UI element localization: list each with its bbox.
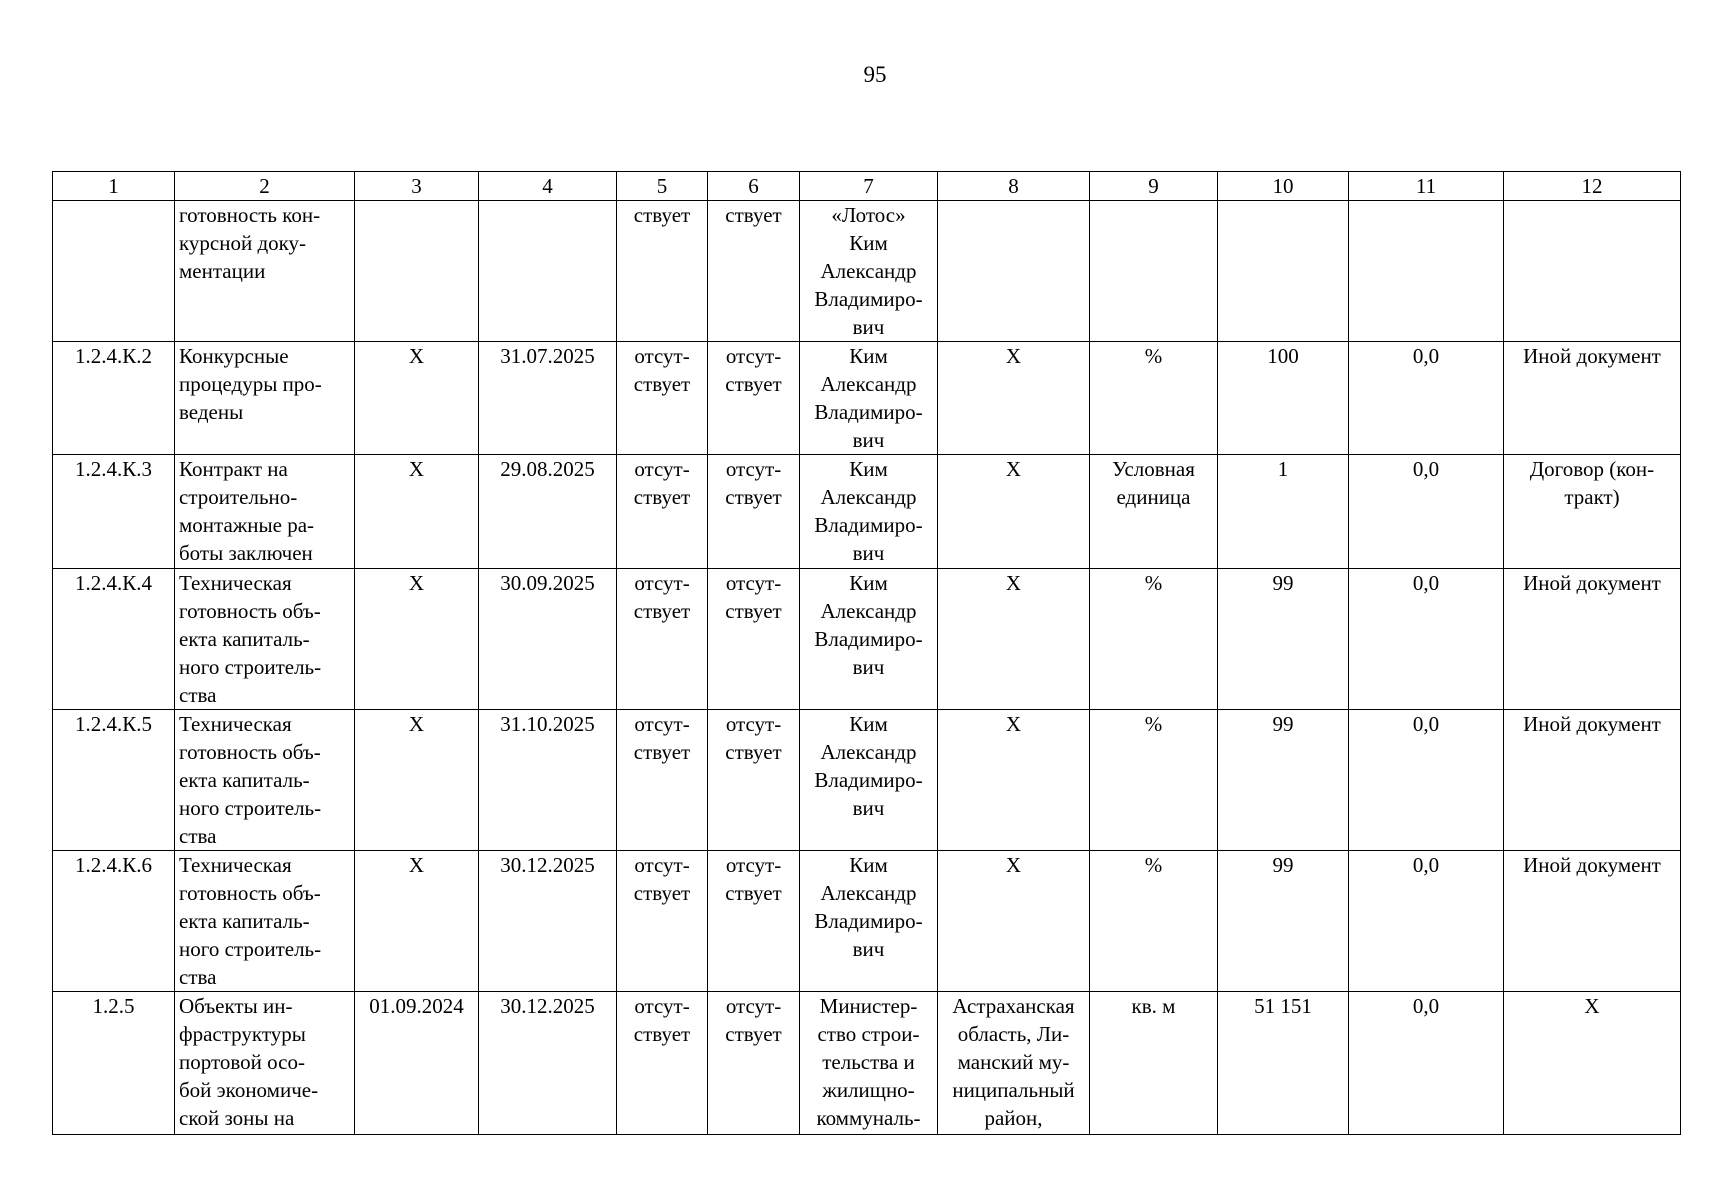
cell-col11: 0,0 [1349,455,1504,569]
plan-table [52,171,1681,1135]
cell-number [53,201,175,342]
cell-col5: отсут- ствует [617,710,708,851]
cell-end-date: 29.08.2025 [479,455,617,569]
cell-number: 1.2.4.К.3 [53,455,175,569]
cell-unit: Условная единица [1090,455,1218,569]
cell-col6: отсут- ствует [708,710,800,851]
column-number: 8 [938,172,1090,201]
cell-document [1504,201,1681,342]
cell-end-date: 31.10.2025 [479,710,617,851]
cell-col6: отсут- ствует [708,455,800,569]
cell-col11 [1349,201,1504,342]
cell-value: 99 [1218,569,1349,710]
cell-number: 1.2.4.К.2 [53,342,175,455]
cell-start-date: X [355,569,479,710]
cell-name: Техническая готовность объ- екта капиталь- ного строитель- ства [175,569,355,710]
cell-responsible: Министер- ство строи- тельства и жилищно- коммуналь- [800,992,938,1135]
cell-responsible: Ким Александр Владимиро- вич [800,851,938,992]
cell-responsible: Ким Александр Владимиро- вич [800,569,938,710]
cell-location: X [938,851,1090,992]
cell-col5: отсут- ствует [617,851,708,992]
cell-col6: отсут- ствует [708,342,800,455]
table-row [53,201,1681,342]
cell-start-date: X [355,455,479,569]
cell-col5: ствует [617,201,708,342]
column-number: 12 [1504,172,1681,201]
table-row [53,851,1681,992]
cell-col6: отсут- ствует [708,851,800,992]
cell-unit: кв. м [1090,992,1218,1135]
table-row [53,455,1681,569]
cell-unit: % [1090,569,1218,710]
cell-col11: 0,0 [1349,569,1504,710]
page-number: 95 [863,62,887,87]
cell-location [938,201,1090,342]
cell-name: Конкурсные процедуры про- ведены [175,342,355,455]
cell-value: 1 [1218,455,1349,569]
cell-end-date [479,201,617,342]
cell-responsible: Ким Александр Владимиро- вич [800,342,938,455]
column-number: 10 [1218,172,1349,201]
cell-name: Техническая готовность объ- екта капиталь- ного строитель- ства [175,851,355,992]
cell-col5: отсут- ствует [617,455,708,569]
cell-start-date [355,201,479,342]
cell-col5: отсут- ствует [617,569,708,710]
cell-col6: отсут- ствует [708,569,800,710]
cell-name: Техническая готовность объ- екта капиталь- ного строитель- ства [175,710,355,851]
column-number: 2 [175,172,355,201]
cell-document: Иной документ [1504,851,1681,992]
cell-document: Иной документ [1504,342,1681,455]
cell-col5: отсут- ствует [617,342,708,455]
cell-start-date: X [355,710,479,851]
cell-value: 51 151 [1218,992,1349,1135]
cell-responsible: Ким Александр Владимиро- вич [800,710,938,851]
cell-number: 1.2.4.К.5 [53,710,175,851]
cell-value: 100 [1218,342,1349,455]
cell-name: Контракт на строительно- монтажные ра- боты заключен [175,455,355,569]
cell-end-date: 31.07.2025 [479,342,617,455]
column-number: 5 [617,172,708,201]
table-row [53,992,1681,1135]
cell-start-date: X [355,851,479,992]
cell-col6: отсут- ствует [708,992,800,1135]
cell-unit: % [1090,710,1218,851]
cell-responsible: Ким Александр Владимиро- вич [800,455,938,569]
cell-value [1218,201,1349,342]
cell-document: Договор (кон- тракт) [1504,455,1681,569]
cell-document: Иной документ [1504,569,1681,710]
cell-number: 1.2.4.К.4 [53,569,175,710]
cell-col11: 0,0 [1349,342,1504,455]
cell-end-date: 30.09.2025 [479,569,617,710]
cell-responsible: «Лотос» Ким Александр Владимиро- вич [800,201,938,342]
cell-col6: ствует [708,201,800,342]
table-row [53,710,1681,851]
cell-location: X [938,342,1090,455]
column-number: 3 [355,172,479,201]
cell-location: Астраханская область, Ли- манский му- ниципальный район, [938,992,1090,1135]
cell-col11: 0,0 [1349,851,1504,992]
cell-unit [1090,201,1218,342]
cell-end-date: 30.12.2025 [479,851,617,992]
cell-name: готовность кон- курсной доку- ментации [175,201,355,342]
cell-col11: 0,0 [1349,992,1504,1135]
cell-value: 99 [1218,851,1349,992]
cell-col5: отсут- ствует [617,992,708,1135]
column-number-row [53,172,1681,201]
column-number: 9 [1090,172,1218,201]
column-number: 6 [708,172,800,201]
cell-name: Объекты ин- фраструктуры портовой осо- бой экономиче- ской зоны на [175,992,355,1135]
cell-document: X [1504,992,1681,1135]
cell-end-date: 30.12.2025 [479,992,617,1135]
cell-start-date: X [355,342,479,455]
cell-unit: % [1090,851,1218,992]
column-number: 7 [800,172,938,201]
table-row [53,342,1681,455]
cell-document: Иной документ [1504,710,1681,851]
column-number: 11 [1349,172,1504,201]
cell-col11: 0,0 [1349,710,1504,851]
cell-number: 1.2.4.К.6 [53,851,175,992]
table-row [53,569,1681,710]
cell-location: X [938,569,1090,710]
cell-unit: % [1090,342,1218,455]
cell-start-date: 01.09.2024 [355,992,479,1135]
cell-location: X [938,455,1090,569]
cell-number: 1.2.5 [53,992,175,1135]
cell-value: 99 [1218,710,1349,851]
column-number: 1 [53,172,175,201]
cell-location: X [938,710,1090,851]
column-number: 4 [479,172,617,201]
